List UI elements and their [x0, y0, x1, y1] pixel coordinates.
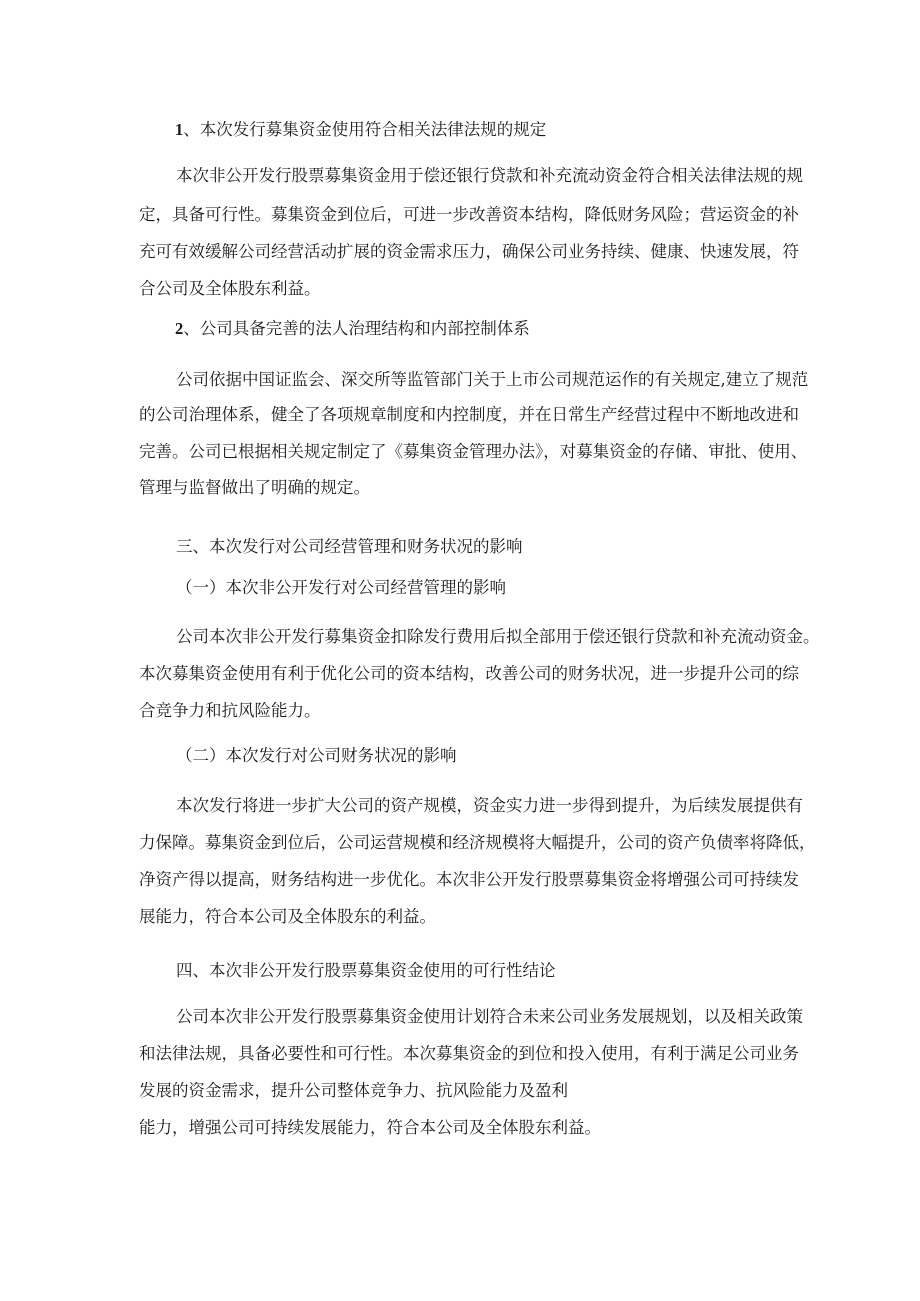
paragraph-3-line-2: 本次募集资金使用有利于优化公司的资本结构，改善公司的财务状况，进一步提升公司的综 [139, 664, 799, 683]
paragraph-3-line-3: 合竞争力和抗风险能力。 [139, 701, 321, 720]
paragraph-5-line-1: 公司本次非公开发行股票募集资金使用计划符合未来公司业务发展规划，以及相关政策 [176, 1007, 803, 1026]
paragraph-5-line-2: 和法律法规，具备必要性和可行性。本次募集资金的到位和投入使用，有利于满足公司业务 [139, 1044, 799, 1063]
paragraph-2-line-1: 公司依据中国证监会、深交所等监管部门关于上市公司规范运作的有关规定,建立了规范 [176, 370, 809, 389]
paragraph-4-line-4: 展能力，符合本公司及全体股东的利益。 [139, 907, 436, 926]
paragraph-4-line-2: 力保障。募集资金到位后，公司运营规模和经济规模将大幅提升，公司的资产负债率将降低， [139, 833, 816, 852]
paragraph-2-line-2: 的公司治理体系，健全了各项规章制度和内控制度，并在日常生产经营过程中不断地改进和 [139, 405, 799, 424]
paragraph-1-line-2: 定，具备可行性。募集资金到位后，可进一步改善资本结构，降低财务风险；营运资金的补 [139, 205, 799, 224]
paragraph-4-line-3: 净资产得以提高，财务结构进一步优化。本次非公开发行股票募集资金将增强公司可持续发 [139, 870, 799, 889]
paragraph-1-line-3: 充可有效缓解公司经营活动扩展的资金需求压力，确保公司业务持续、健康、快速发展，符 [139, 242, 799, 261]
subsection-heading-3-2: （二）本次发行对公司财务状况的影响 [176, 746, 457, 765]
paragraph-1-line-1: 本次非公开发行股票募集资金用于偿还银行贷款和补充流动资金符合相关法律法规的规 [176, 166, 803, 185]
chapter-heading-3: 三、本次发行对公司经营管理和财务状况的影响 [176, 537, 523, 556]
paragraph-5-line-3: 发展的资金需求，提升公司整体竞争力、抗风险能力及盈利 [139, 1081, 568, 1100]
section-heading-1-number: 1 [175, 120, 184, 139]
paragraph-2-line-3: 完善。公司已根据相关规定制定了《募集资金管理办法》，对募集资金的存储、审批、使用、 [139, 442, 808, 461]
section-heading-2-number: 2 [175, 319, 184, 338]
paragraph-4-line-1: 本次发行将进一步扩大公司的资产规模，资金实力进一步得到提升，为后续发展提供有 [176, 796, 803, 815]
section-heading-2 [175, 318, 530, 340]
paragraph-1-line-4: 合公司及全体股东利益。 [139, 279, 321, 298]
paragraph-5-line-4: 能力，增强公司可持续发展能力，符合本公司及全体股东利益。 [139, 1118, 601, 1137]
paragraph-3-line-1: 公司本次非公开发行募集资金扣除发行费用后拟全部用于偿还银行贷款和补充流动资金。 [176, 627, 820, 646]
paragraph-2-line-4: 管理与监督做出了明确的规定。 [139, 478, 370, 497]
subsection-heading-3-1: （一）本次非公开发行对公司经营管理的影响 [176, 578, 506, 597]
chapter-heading-4: 四、本次非公开发行股票募集资金使用的可行性结论 [176, 961, 556, 980]
section-heading-1-text: 、本次发行募集资金使用符合相关法律法规的规定 [183, 120, 547, 139]
section-heading-1 [175, 119, 546, 141]
section-heading-2-text: 、公司具备完善的法人治理结构和内部控制体系 [183, 319, 530, 338]
